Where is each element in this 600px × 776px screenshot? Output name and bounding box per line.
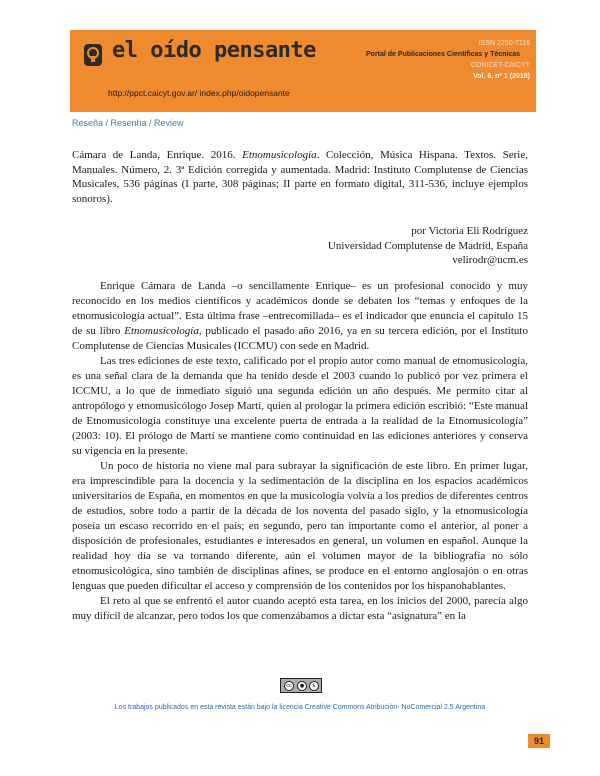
volume-info: Vol. 6, nº 1 (2018)	[473, 73, 530, 80]
review-body	[72, 279, 528, 624]
citation-title: Etnomusicología	[242, 149, 317, 161]
paragraph-text: , publicado el pasado año 2016, ya en su tercera edición, por el Instituto Complutense de Ciencias Musicales (ICCMU) con sede en Madrid.	[72, 325, 528, 352]
journal-url-link[interactable]: http://ppct.caicyt.gov.ar/ index.php/oidopensante	[108, 88, 290, 98]
author-email-link[interactable]: velirodr@ucm.es	[452, 254, 528, 266]
license-notice: Los trabajos publicados en esta revista están bajo la licencia Creative Commons Atribución- NoComercial 2.5 Argentina	[114, 704, 486, 711]
paragraph: Las tres ediciones de este texto, calificado por el propio autor como manual de etnomusicología, es una señal clara de la demanda que ha tenido desde el 2003 cuando lo publicó por vez primera el ICCMU, a lo que de inmediato siguió una segunda edición un año después. Me permito citar al antropólogo y etnomusicólogo Josep Martí, quien al prologar la primera edición escribió: “Este manual de Etnomusicología constituye una excelente puerta de entrada a la realidad de la Etnomusicología” (2003: 10). El prólogo de Martí se mantiene como continuidad en las ediciones anteriores y conserva su vigencia en la presente.	[72, 355, 528, 457]
issn: ISSN 2250-7116	[478, 40, 530, 47]
paragraph-text: Enrique Cámara de Landa –o sencillamente Enrique– es un profesional conocido y muy reconocido en los medios científicos y académicos donde se debaten los “temas y enfoques de la etnomusicología actual”. Esta última frase –entrecomillada– es el indicador que enuncia el capítulo 15 de su libro	[72, 280, 528, 337]
journal-title: el oído pensante	[112, 38, 316, 63]
journal-meta	[366, 38, 530, 82]
attribution-icon: ●	[297, 681, 307, 691]
journal-banner	[70, 30, 536, 112]
center-name: CONICET-CAICYT	[470, 62, 530, 69]
author-block	[328, 224, 528, 268]
paragraph: El reto al que se enfrentó el autor cuando aceptó esta tarea, en los inicios del 2000, parecía algo muy difícil de alcanzar, pero todos los que comenzábamos a dictar esta “asignatura” en la	[72, 595, 528, 622]
section-label: Reseña / Resenha / Review	[72, 118, 184, 128]
journal-logo-icon	[84, 44, 102, 66]
book-citation	[72, 148, 528, 206]
paragraph	[72, 279, 528, 354]
noncommercial-icon: $	[309, 681, 319, 691]
cc-icon: cc	[284, 681, 294, 691]
portal-name: Portal de Publicaciones Científicas y Técnicas	[366, 51, 521, 58]
page-number: 91	[528, 734, 550, 748]
creative-commons-badge[interactable]	[280, 678, 322, 693]
citation-text: Cámara de Landa, Enrique. 2016.	[72, 149, 243, 161]
book-title: Etnomusicología	[124, 325, 199, 337]
author-affiliation: Universidad Complutense de Madrid, España	[327, 239, 528, 252]
author-byline: por Victoria Eli Rodríguez	[411, 225, 528, 237]
paragraph: Un poco de historia no viene mal para subrayar la significación de este libro. En primer lugar, era imprescindible para la docencia y la sedimentación de la disciplina en los espacios académicos universitarios de España, en momentos en que la musicología volvía a los predios de diferentes centros de estudios, sobre todo a partir de la década de los noventa del pasado siglo, y la etnomusicología poseía un escaso recorrido en el país; en segundo, pero tan importante como el anterior, al poner a disposición de profesionales, estudiantes e interesados en general, un volumen en español. Aunque la realidad hoy día se va tornando diferente, aún el volumen mayor de la bibliografía no sólo etnomusicológica, sino también de disciplinas afines, se produce en el entorno anglosajón o en otras lenguas que pueden dificultar el acceso y comprensión de los contenidos por los hispanohablantes.	[72, 460, 528, 592]
citation-text: . Colección, Música Hispana. Textos. Serie, Manuales. Número, 2. 3ª Edición corregida y aumentada. Madrid: Instituto Complutense de Ciencias Musicales, 536 páginas (I parte, 308 páginas; II parte en formato digital, 311-536, incluye ejemplos sonoros).	[72, 149, 528, 205]
